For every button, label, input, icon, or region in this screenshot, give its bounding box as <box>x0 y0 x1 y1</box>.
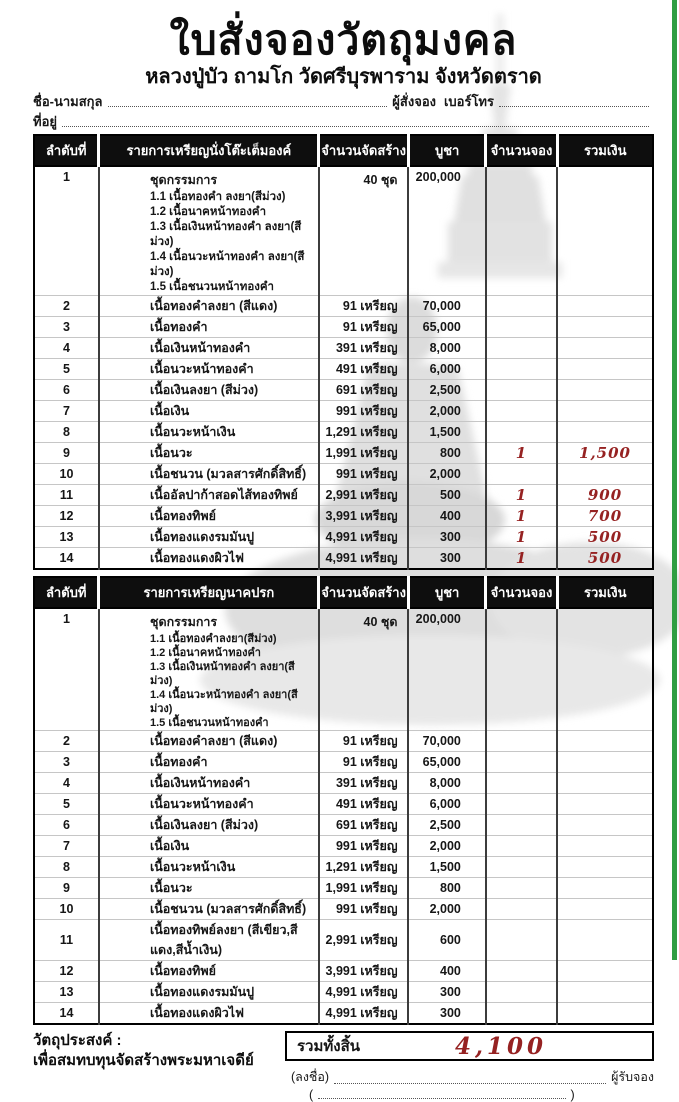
item-cell <box>99 857 319 878</box>
row-number-cell: 3 <box>34 317 99 338</box>
quantity-made-cell: 691 เหรียญ <box>319 815 409 836</box>
order-qty-cell <box>486 857 557 878</box>
item-label: เนื้อทองคำลงยา (สีแดง) <box>149 299 278 313</box>
table-row <box>34 338 653 359</box>
page-title: ใบสั่งจองวัตถุมงคล <box>169 16 518 64</box>
item-cell <box>99 899 319 920</box>
table-row <box>34 1003 653 1025</box>
price-cell: 600 <box>408 920 485 961</box>
table-row <box>34 608 653 731</box>
handwritten-qty: 1 <box>515 486 528 504</box>
item-label: เนื้อเงิน <box>149 839 190 853</box>
total-amount-cell <box>557 899 653 920</box>
item-label: เนื้อทองแดงผิวไฟ <box>149 1006 244 1020</box>
orderer-label: ผู้สั่งจอง <box>392 94 436 109</box>
item-cell <box>99 359 319 380</box>
order-qty-cell <box>486 1003 557 1025</box>
table-row <box>34 752 653 773</box>
row-number-cell: 7 <box>34 836 99 857</box>
quantity-made-cell: 2,991 เหรียญ <box>319 920 409 961</box>
item-cell <box>99 878 319 899</box>
item-label: เนื้อเงิน <box>149 404 190 418</box>
total-amount-cell <box>557 527 653 548</box>
table-row <box>34 506 653 527</box>
price-cell: 1,500 <box>408 422 485 443</box>
table-row <box>34 773 653 794</box>
total-amount-cell <box>557 961 653 982</box>
total-amount-cell <box>557 815 653 836</box>
price-cell: 8,000 <box>408 773 485 794</box>
item-label: เนื้อนวะหน้าทองคำ <box>149 797 254 811</box>
price-cell: 800 <box>408 878 485 899</box>
total-amount-cell <box>557 608 653 731</box>
table-row <box>34 464 653 485</box>
total-amount-cell <box>557 731 653 752</box>
row-number-cell: 2 <box>34 296 99 317</box>
purpose-text: เพื่อสมทบทุนจัดสร้างพระมหาเจดีย์ <box>33 1052 254 1069</box>
row-number-cell: 10 <box>34 464 99 485</box>
item-cell <box>99 401 319 422</box>
total-signature-block <box>285 1031 654 1102</box>
price-cell: 400 <box>408 506 485 527</box>
signature-line <box>285 1067 654 1087</box>
price-cell: 6,000 <box>408 794 485 815</box>
order-qty-cell <box>486 317 557 338</box>
paren-open: ( <box>309 1088 314 1102</box>
order-qty-cell <box>486 464 557 485</box>
signature-name-dotted-line <box>318 1098 565 1099</box>
order-table-1-body <box>34 166 653 569</box>
price-cell: 65,000 <box>408 317 485 338</box>
price-cell: 6,000 <box>408 359 485 380</box>
quantity-made-cell: 991 เหรียญ <box>319 401 409 422</box>
table-row <box>34 485 653 506</box>
table-row <box>34 731 653 752</box>
total-amount-cell <box>557 422 653 443</box>
order-qty-cell <box>486 608 557 731</box>
purpose-label: วัตถุประสงค์ : <box>33 1032 122 1049</box>
total-amount-cell <box>557 317 653 338</box>
grand-total-value-handwritten: 4,100 <box>454 1032 548 1060</box>
table-row <box>34 359 653 380</box>
item-label: เนื้อทองแดงรมมันปู <box>149 985 255 999</box>
row-number-cell: 11 <box>34 485 99 506</box>
price-cell: 200,000 <box>408 608 485 731</box>
row-number-cell: 1 <box>34 166 99 296</box>
price-cell: 70,000 <box>408 731 485 752</box>
row-number-cell: 11 <box>34 920 99 961</box>
item-cell <box>99 464 319 485</box>
order-qty-cell <box>486 982 557 1003</box>
quantity-made-cell: 1,991 เหรียญ <box>319 878 409 899</box>
price-cell: 400 <box>408 961 485 982</box>
row-number-cell: 3 <box>34 752 99 773</box>
order-qty-cell <box>486 878 557 899</box>
order-qty-cell <box>486 359 557 380</box>
total-amount-cell <box>557 878 653 899</box>
address-line <box>33 113 654 130</box>
phone-field-label: เบอร์โทร <box>443 94 494 109</box>
quantity-made-cell: 491 เหรียญ <box>319 794 409 815</box>
quantity-made-cell: 391 เหรียญ <box>319 773 409 794</box>
row-number-cell: 6 <box>34 380 99 401</box>
order-qty-cell <box>486 899 557 920</box>
item-label: ชุดกรรมการ <box>149 173 218 187</box>
item-label: เนื้อทองแดงผิวไฟ <box>149 551 244 565</box>
price-cell: 2,000 <box>408 464 485 485</box>
quantity-made-cell: 1,991 เหรียญ <box>319 443 409 464</box>
table-header-cell: รายการเหรียญนาคปรก <box>99 577 319 608</box>
item-cell <box>99 836 319 857</box>
item-label: เนื้อทองทิพย์ลงยา (สีเขียว,สีแดง,สีน้ำเงิน) <box>149 923 298 957</box>
order-qty-cell <box>486 731 557 752</box>
name-field-line <box>108 106 388 107</box>
paren-close: ) <box>570 1088 575 1102</box>
item-label: เนื้อนวะ <box>149 446 193 460</box>
sub-item-label: 1.2 เนื้อนาคหน้าทองคำ <box>149 647 261 659</box>
quantity-made-cell: 91 เหรียญ <box>319 317 409 338</box>
quantity-made-cell: 691 เหรียญ <box>319 380 409 401</box>
item-label: เนื้อชนวน (มวลสารศักดิ์สิทธิ์) <box>149 902 307 916</box>
item-cell <box>99 982 319 1003</box>
scan-edge-strip <box>672 0 677 960</box>
handwritten-total: 700 <box>587 507 623 525</box>
quantity-made-cell: 3,991 เหรียญ <box>319 506 409 527</box>
grand-total-box <box>285 1031 654 1061</box>
sub-item-label: 1.2 เนื้อนาคหน้าทองคำ <box>149 206 267 218</box>
price-cell: 300 <box>408 548 485 570</box>
price-cell: 300 <box>408 1003 485 1025</box>
quantity-made-cell: 991 เหรียญ <box>319 836 409 857</box>
sub-item-label: 1.3 เนื้อเงินหน้าทองคำ ลงยา(สีม่วง) <box>149 221 302 248</box>
total-amount-cell <box>557 296 653 317</box>
table-row <box>34 527 653 548</box>
price-cell: 300 <box>408 527 485 548</box>
total-amount-cell <box>557 836 653 857</box>
total-amount-cell <box>557 548 653 570</box>
total-amount-cell <box>557 920 653 961</box>
total-amount-cell <box>557 464 653 485</box>
table-header-cell: รวมเงิน <box>557 577 653 608</box>
quantity-made-cell: 4,991 เหรียญ <box>319 548 409 570</box>
order-table-2-body <box>34 608 653 1024</box>
quantity-made-cell: 4,991 เหรียญ <box>319 982 409 1003</box>
table-header-cell: รายการเหรียญนั่งโต๊ะเต็มองค์ <box>99 135 319 166</box>
total-amount-cell <box>557 166 653 296</box>
quantity-made-cell: 991 เหรียญ <box>319 899 409 920</box>
handwritten-qty: 1 <box>515 549 528 567</box>
item-label: เนื้อทองคำลงยา (สีแดง) <box>149 734 278 748</box>
signature-dotted-line <box>334 1083 606 1084</box>
item-label: เนื้อทองแดงรมมันปู <box>149 530 255 544</box>
handwritten-qty: 1 <box>515 507 528 525</box>
address-field-label: ที่อยู่ <box>33 114 57 129</box>
row-number-cell: 13 <box>34 527 99 548</box>
item-cell <box>99 773 319 794</box>
sub-item-label: 1.1 เนื้อทองคำลงยา(สีม่วง) <box>149 633 277 645</box>
sub-item-label: 1.5 เนื้อชนวนหน้าทองคำ <box>149 717 269 729</box>
row-number-cell: 5 <box>34 794 99 815</box>
item-cell <box>99 731 319 752</box>
row-number-cell: 4 <box>34 773 99 794</box>
order-qty-cell <box>486 961 557 982</box>
sign-prefix-label: (ลงชื่อ) <box>291 1070 330 1084</box>
order-qty-cell <box>486 443 557 464</box>
total-amount-cell <box>557 380 653 401</box>
order-qty-cell <box>486 401 557 422</box>
table-row <box>34 920 653 961</box>
price-cell: 2,000 <box>408 836 485 857</box>
item-cell <box>99 608 319 731</box>
item-cell <box>99 380 319 401</box>
signature-name-line <box>285 1088 575 1102</box>
order-qty-cell <box>486 836 557 857</box>
sub-item-label: 1.1 เนื้อทองคำ ลงยา(สีม่วง) <box>149 191 286 203</box>
total-amount-cell <box>557 359 653 380</box>
phone-field-line <box>499 106 649 107</box>
table-header-cell: จำนวนจัดสร้าง <box>319 135 409 166</box>
name-field-label: ชื่อ-นามสกุล <box>33 94 103 109</box>
item-label: เนื้อเงินลงยา (สีม่วง) <box>149 383 259 397</box>
row-number-cell: 13 <box>34 982 99 1003</box>
table-row <box>34 836 653 857</box>
row-number-cell: 7 <box>34 401 99 422</box>
order-qty-cell <box>486 773 557 794</box>
total-amount-cell <box>557 485 653 506</box>
quantity-made-cell: 3,991 เหรียญ <box>319 961 409 982</box>
table-row <box>34 857 653 878</box>
name-phone-line <box>33 93 654 110</box>
total-amount-cell <box>557 857 653 878</box>
item-label: เนื้อนวะหน้าเงิน <box>149 860 236 874</box>
item-label: เนื้อทองทิพย์ <box>149 509 216 523</box>
sign-suffix-label: ผู้รับจอง <box>611 1070 654 1084</box>
price-cell: 500 <box>408 485 485 506</box>
item-label: เนื้อเงินลงยา (สีม่วง) <box>149 818 259 832</box>
grand-total-label: รวมทั้งสิ้น <box>297 1038 360 1055</box>
table-header-cell: รวมเงิน <box>557 135 653 166</box>
table-row <box>34 794 653 815</box>
handwritten-total: 500 <box>587 528 623 546</box>
table-row <box>34 815 653 836</box>
table-header-cell: บูชา <box>408 577 485 608</box>
handwritten-total: 500 <box>587 549 623 567</box>
table-row <box>34 296 653 317</box>
price-cell: 70,000 <box>408 296 485 317</box>
price-cell: 200,000 <box>408 166 485 296</box>
sub-item-label: 1.3 เนื้อเงินหน้าทองคำ ลงยา(สีม่วง) <box>149 661 295 687</box>
item-cell <box>99 961 319 982</box>
table-row <box>34 548 653 570</box>
order-qty-cell <box>486 548 557 570</box>
total-amount-cell <box>557 982 653 1003</box>
quantity-made-cell: 91 เหรียญ <box>319 752 409 773</box>
item-cell <box>99 485 319 506</box>
total-amount-cell <box>557 1003 653 1025</box>
item-cell <box>99 815 319 836</box>
row-number-cell: 9 <box>34 878 99 899</box>
order-table-1-head <box>34 135 653 166</box>
row-number-cell: 1 <box>34 608 99 731</box>
item-label: เนื้อนวะหน้าเงิน <box>149 425 236 439</box>
quantity-made-cell: 40 ชุด <box>319 166 409 296</box>
sub-item-label: 1.4 เนื้อนวะหน้าทองคำ ลงยา(สีม่วง) <box>149 689 298 715</box>
table-row <box>34 317 653 338</box>
order-qty-cell <box>486 920 557 961</box>
order-qty-cell <box>486 506 557 527</box>
order-qty-cell <box>486 527 557 548</box>
quantity-made-cell: 4,991 เหรียญ <box>319 527 409 548</box>
table-row <box>34 878 653 899</box>
row-number-cell: 6 <box>34 815 99 836</box>
price-cell: 2,500 <box>408 815 485 836</box>
item-cell <box>99 443 319 464</box>
item-label: เนื้อนวะหน้าทองคำ <box>149 362 254 376</box>
sub-item-label: 1.5 เนื้อชนวนหน้าทองคำ <box>149 281 275 293</box>
handwritten-total: 900 <box>587 486 623 504</box>
price-cell: 1,500 <box>408 857 485 878</box>
item-cell <box>99 296 319 317</box>
item-cell <box>99 794 319 815</box>
row-number-cell: 12 <box>34 961 99 982</box>
item-cell <box>99 422 319 443</box>
price-cell: 8,000 <box>408 338 485 359</box>
row-number-cell: 2 <box>34 731 99 752</box>
item-cell <box>99 527 319 548</box>
order-qty-cell <box>486 166 557 296</box>
item-cell <box>99 317 319 338</box>
footer <box>33 1031 654 1102</box>
price-cell: 800 <box>408 443 485 464</box>
price-cell: 2,000 <box>408 899 485 920</box>
sub-item-label: 1.4 เนื้อนวะหน้าทองคำ ลงยา(สีม่วง) <box>149 251 305 278</box>
order-qty-cell <box>486 752 557 773</box>
table-row <box>34 899 653 920</box>
total-amount-cell <box>557 773 653 794</box>
table-row <box>34 380 653 401</box>
item-cell <box>99 1003 319 1025</box>
item-label: เนื้อชนวน (มวลสารศักดิ์สิทธิ์) <box>149 467 307 481</box>
total-amount-cell <box>557 401 653 422</box>
table-row <box>34 443 653 464</box>
quantity-made-cell: 91 เหรียญ <box>319 296 409 317</box>
table-row <box>34 422 653 443</box>
row-number-cell: 5 <box>34 359 99 380</box>
table-header-cell: บูชา <box>408 135 485 166</box>
handwritten-qty: 1 <box>515 444 528 462</box>
total-amount-cell <box>557 338 653 359</box>
order-qty-cell <box>486 485 557 506</box>
quantity-made-cell: 1,291 เหรียญ <box>319 422 409 443</box>
order-qty-cell <box>486 296 557 317</box>
order-table-2-head <box>34 577 653 608</box>
table-header-cell: ลำดับที่ <box>34 135 99 166</box>
address-field-line <box>62 126 649 127</box>
item-cell <box>99 548 319 570</box>
row-number-cell: 8 <box>34 422 99 443</box>
table-header-cell: ลำดับที่ <box>34 577 99 608</box>
table-row <box>34 166 653 296</box>
quantity-made-cell: 491 เหรียญ <box>319 359 409 380</box>
total-amount-cell <box>557 506 653 527</box>
item-label: เนื้อนวะ <box>149 881 193 895</box>
price-cell: 300 <box>408 982 485 1003</box>
table-header-cell: จำนวนจัดสร้าง <box>319 577 409 608</box>
table-row <box>34 961 653 982</box>
table-header-cell: จำนวนจอง <box>486 135 557 166</box>
order-table-2 <box>33 576 654 1025</box>
table-header-cell: จำนวนจอง <box>486 577 557 608</box>
total-amount-cell <box>557 443 653 464</box>
item-cell <box>99 920 319 961</box>
row-number-cell: 14 <box>34 1003 99 1025</box>
order-qty-cell <box>486 422 557 443</box>
page-subtitle: หลวงปู่บัว ถามโก วัดศรีบุรพาราม จังหวัดตราด <box>145 66 542 88</box>
quantity-made-cell: 991 เหรียญ <box>319 464 409 485</box>
item-cell <box>99 752 319 773</box>
item-label: เนื้อทองคำ <box>149 320 208 334</box>
row-number-cell: 8 <box>34 857 99 878</box>
item-label: เนื้ออัลปาก้าสอดไส้ทองทิพย์ <box>149 488 298 502</box>
price-cell: 2,000 <box>408 401 485 422</box>
price-cell: 2,500 <box>408 380 485 401</box>
item-label: เนื้อเงินหน้าทองคำ <box>149 776 251 790</box>
table-row <box>34 401 653 422</box>
row-number-cell: 4 <box>34 338 99 359</box>
order-qty-cell <box>486 794 557 815</box>
quantity-made-cell: 40 ชุด <box>319 608 409 731</box>
quantity-made-cell: 1,291 เหรียญ <box>319 857 409 878</box>
item-cell <box>99 166 319 296</box>
price-cell: 65,000 <box>408 752 485 773</box>
order-qty-cell <box>486 815 557 836</box>
item-cell <box>99 506 319 527</box>
item-label: ชุดกรรมการ <box>149 615 218 629</box>
handwritten-qty: 1 <box>515 528 528 546</box>
order-table-1 <box>33 134 654 570</box>
quantity-made-cell: 4,991 เหรียญ <box>319 1003 409 1025</box>
row-number-cell: 10 <box>34 899 99 920</box>
handwritten-total: 1,500 <box>579 444 631 462</box>
item-cell <box>99 338 319 359</box>
item-label: เนื้อทองทิพย์ <box>149 964 216 978</box>
order-qty-cell <box>486 338 557 359</box>
quantity-made-cell: 2,991 เหรียญ <box>319 485 409 506</box>
order-qty-cell <box>486 380 557 401</box>
row-number-cell: 12 <box>34 506 99 527</box>
quantity-made-cell: 391 เหรียญ <box>319 338 409 359</box>
row-number-cell: 14 <box>34 548 99 570</box>
quantity-made-cell: 91 เหรียญ <box>319 731 409 752</box>
item-label: เนื้อทองคำ <box>149 755 208 769</box>
table-row <box>34 982 653 1003</box>
row-number-cell: 9 <box>34 443 99 464</box>
total-amount-cell <box>557 794 653 815</box>
item-label: เนื้อเงินหน้าทองคำ <box>149 341 251 355</box>
purpose-block <box>33 1031 285 1071</box>
total-amount-cell <box>557 752 653 773</box>
